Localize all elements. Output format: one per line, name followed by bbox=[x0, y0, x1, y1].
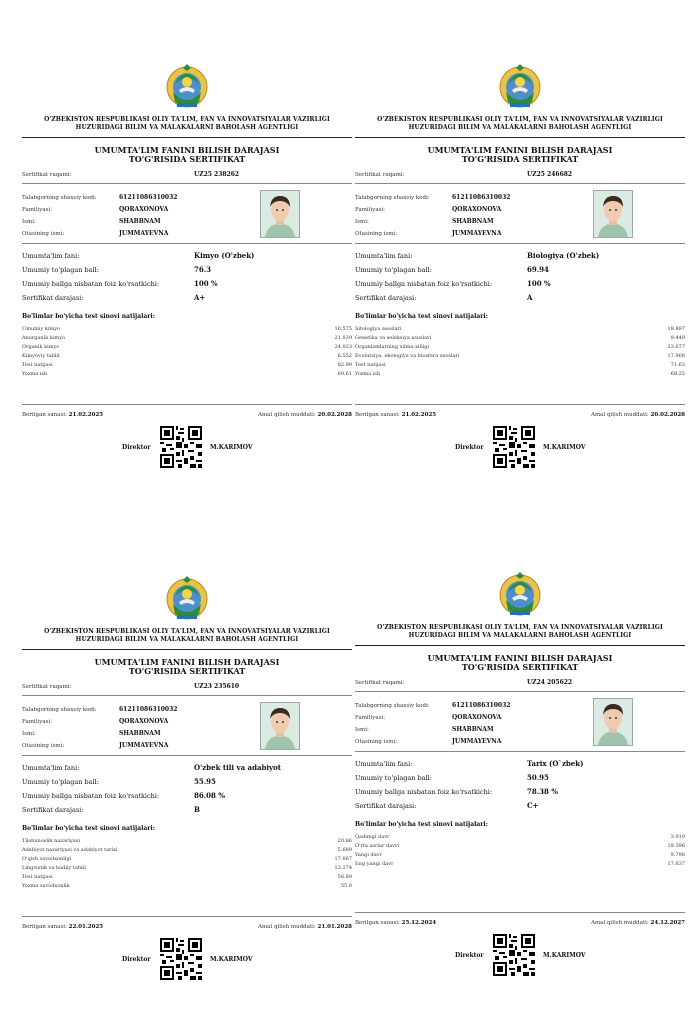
person-photo-icon bbox=[594, 699, 632, 745]
certificate-3 bbox=[22, 574, 352, 1034]
section-name: O'qish savodxonligi bbox=[22, 856, 72, 862]
person-photo-icon bbox=[594, 191, 632, 237]
section-row bbox=[355, 852, 685, 860]
sections-heading: Bo'limlar bo'yicha test sinovi natijalari: bbox=[22, 825, 155, 832]
certificate-2 bbox=[355, 62, 685, 522]
subject-label: Umumta'lim fani: bbox=[355, 252, 413, 260]
certificate-title-line-2: TO'G'RISIDA SERTIFIKAT bbox=[128, 154, 246, 164]
divider bbox=[355, 691, 685, 692]
divider bbox=[22, 649, 352, 650]
sections-heading: Bo'limlar bo'yicha test sinovi natijalari: bbox=[355, 821, 488, 828]
section-name: Yozma savodxonlik bbox=[22, 883, 70, 889]
section-score: 56.89 bbox=[337, 874, 352, 880]
personal-id-label: Talabgorning shaxsiy kodi: bbox=[22, 707, 97, 713]
name-value: SHABBNAM bbox=[452, 218, 494, 225]
grade-value: A bbox=[527, 293, 533, 302]
agency-line-2: HUZURIDAGI BILIM VA MALAKALARNI BAHOLASH AGENTLIGI bbox=[408, 124, 632, 131]
section-row bbox=[355, 344, 685, 352]
agency-line-2: HUZURIDAGI BILIM VA MALAKALARNI BAHOLASH AGENTLIGI bbox=[75, 124, 299, 131]
sections-heading: Bo'limlar bo'yicha test sinovi natijalari: bbox=[355, 313, 488, 320]
grade-label: Sertifikat darajasi: bbox=[355, 294, 417, 302]
certificate-4 bbox=[355, 570, 685, 1030]
agency-line-2: HUZURIDAGI BILIM VA MALAKALARNI BAHOLASH AGENTLIGI bbox=[75, 636, 299, 643]
section-row bbox=[355, 353, 685, 361]
name-value: SHABBNAM bbox=[119, 218, 161, 225]
section-row bbox=[22, 353, 352, 361]
section-name: Yozma ish bbox=[355, 371, 381, 377]
section-name: O'rta asrlar davri bbox=[355, 843, 399, 849]
section-row bbox=[22, 344, 352, 352]
section-name: Qadimgi davr bbox=[355, 834, 390, 840]
name-label: Ismi: bbox=[22, 219, 36, 225]
subject-label: Umumta'lim fani: bbox=[355, 760, 413, 768]
section-score: 71.63 bbox=[670, 362, 685, 368]
qr-code-icon bbox=[493, 934, 535, 976]
certificate-title-line-2: TO'G'RISIDA SERTIFIKAT bbox=[461, 154, 579, 164]
issued-date: Berilgan sanasi: 21.02.2025 bbox=[22, 412, 104, 418]
subject-value: Biologiya (O'zbek) bbox=[527, 251, 600, 260]
section-row bbox=[22, 883, 352, 891]
grade-value: B bbox=[194, 805, 200, 814]
divider bbox=[355, 404, 685, 405]
section-name: Test natijasi bbox=[22, 874, 53, 880]
section-row bbox=[355, 362, 685, 370]
section-row bbox=[355, 834, 685, 842]
section-score: 23.677 bbox=[667, 344, 685, 350]
section-score: 17.637 bbox=[667, 861, 685, 867]
valid-until-date: Amal qilish muddati: 20.02.2028 bbox=[258, 412, 352, 418]
cert-number-value: UZ24 205622 bbox=[527, 679, 573, 686]
certificate-title-line-1: UMUMTA'LIM FANINI BILISH DARAJASI bbox=[427, 653, 613, 663]
section-row bbox=[355, 843, 685, 851]
section-row bbox=[355, 326, 685, 334]
score-label: Umumiy to'plagan ball: bbox=[355, 266, 432, 274]
director-label: Direktor bbox=[122, 444, 151, 451]
subject-label: Umumta'lim fani: bbox=[22, 252, 80, 260]
subject-value: Kimyo (O'zbek) bbox=[194, 251, 255, 260]
patronymic-label: Otasining ismi: bbox=[355, 231, 398, 237]
divider bbox=[22, 916, 352, 917]
section-name: Eng yangi davr bbox=[355, 861, 394, 867]
director-label: Direktor bbox=[455, 952, 484, 959]
director-name: M.KARIMOV bbox=[210, 444, 253, 451]
score-value: 55.95 bbox=[194, 777, 216, 786]
section-row bbox=[22, 326, 352, 334]
section-row bbox=[22, 362, 352, 370]
surname-value: QORAXONOVA bbox=[119, 206, 169, 213]
score-value: 69.94 bbox=[527, 265, 549, 274]
grade-label: Sertifikat darajasi: bbox=[355, 802, 417, 810]
name-label: Ismi: bbox=[355, 219, 369, 225]
section-score: 69.61 bbox=[337, 371, 352, 377]
agency-line-1: O'ZBEKISTON RESPUBLIKASI OLIY TA'LIM, FAN VA INNOVATSIYALAR VAZIRLIGI bbox=[44, 628, 330, 635]
section-name: Test natijasi bbox=[355, 362, 386, 368]
applicant-photo bbox=[593, 190, 633, 238]
section-name: Umumiy kimyo bbox=[22, 326, 61, 332]
name-value: SHABBNAM bbox=[119, 730, 161, 737]
percent-label: Umumiy ballga nisbatan foiz ko'rsatkichi: bbox=[355, 280, 493, 288]
sections-heading: Bo'limlar bo'yicha test sinovi natijalari: bbox=[22, 313, 155, 320]
section-score: 82.99 bbox=[337, 362, 352, 368]
section-row bbox=[355, 371, 685, 379]
section-score: 24.023 bbox=[334, 344, 352, 350]
patronymic-label: Otasining ismi: bbox=[22, 231, 65, 237]
director-name: M.KARIMOV bbox=[210, 956, 253, 963]
valid-until-date: Amal qilish muddati: 24.12.2027 bbox=[591, 920, 685, 926]
section-score: 19.396 bbox=[667, 843, 685, 849]
section-score: 55.0 bbox=[340, 883, 352, 889]
section-name: Evolutsiya, ekologiya va biosfera asoslari bbox=[355, 353, 460, 359]
divider bbox=[355, 751, 685, 752]
director-label: Direktor bbox=[122, 956, 151, 963]
section-score: 9.449 bbox=[670, 335, 685, 341]
director-name: M.KARIMOV bbox=[543, 952, 586, 959]
section-row bbox=[355, 861, 685, 869]
divider bbox=[355, 912, 685, 913]
section-row bbox=[22, 838, 352, 846]
percent-value: 78.38 % bbox=[527, 787, 559, 796]
section-score: 13.274 bbox=[334, 865, 352, 871]
name-label: Ismi: bbox=[355, 727, 369, 733]
name-value: SHABBNAM bbox=[452, 726, 494, 733]
section-row bbox=[22, 856, 352, 864]
cert-number-value: UZ25 238262 bbox=[194, 171, 240, 178]
grade-value: C+ bbox=[527, 801, 539, 810]
section-name: Anorganik kimyo bbox=[22, 335, 66, 341]
percent-value: 100 % bbox=[527, 279, 551, 288]
score-label: Umumiy to'plagan ball: bbox=[22, 266, 99, 274]
subject-value: O'zbek tili va adabiyot bbox=[194, 763, 282, 772]
divider bbox=[355, 183, 685, 184]
surname-value: QORAXONOVA bbox=[452, 206, 502, 213]
certificate-title-line-1: UMUMTA'LIM FANINI BILISH DARAJASI bbox=[94, 657, 280, 667]
divider bbox=[22, 243, 352, 244]
section-score: 19.897 bbox=[667, 326, 685, 332]
score-label: Umumiy to'plagan ball: bbox=[22, 778, 99, 786]
subject-value: Tarix (O`zbek) bbox=[527, 759, 584, 768]
person-photo-icon bbox=[261, 703, 299, 749]
section-row bbox=[22, 847, 352, 855]
cert-number-value: UZ23 235610 bbox=[194, 683, 240, 690]
section-name: Yangi davr bbox=[355, 852, 382, 858]
section-name: Yozma ish bbox=[22, 371, 48, 377]
surname-label: Familiyasi: bbox=[22, 207, 53, 213]
issued-date: Berilgan sanasi: 22.01.2025 bbox=[22, 924, 104, 930]
score-label: Umumiy to'plagan ball: bbox=[355, 774, 432, 782]
divider bbox=[355, 137, 685, 138]
certificate-title-line-1: UMUMTA'LIM FANINI BILISH DARAJASI bbox=[94, 145, 280, 155]
grade-label: Sertifikat darajasi: bbox=[22, 806, 84, 814]
section-name: Organik kimyo bbox=[22, 344, 60, 350]
subject-label: Umumta'lim fani: bbox=[22, 764, 80, 772]
certificate-title-line-2: TO'G'RISIDA SERTIFIKAT bbox=[128, 666, 246, 676]
section-score: 20.86 bbox=[337, 838, 352, 844]
cert-number-label: Sertifikat raqami: bbox=[22, 172, 72, 178]
divider bbox=[22, 695, 352, 696]
divider bbox=[355, 645, 685, 646]
applicant-photo bbox=[593, 698, 633, 746]
state-emblem-icon bbox=[163, 574, 211, 622]
divider bbox=[22, 755, 352, 756]
patronymic-label: Otasining ismi: bbox=[355, 739, 398, 745]
agency-line-2: HUZURIDAGI BILIM VA MALAKALARNI BAHOLASH AGENTLIGI bbox=[408, 632, 632, 639]
percent-label: Umumiy ballga nisbatan foiz ko'rsatkichi: bbox=[22, 280, 160, 288]
valid-until-date: Amal qilish muddati: 21.01.2028 bbox=[258, 924, 352, 930]
section-score: 9.798 bbox=[670, 852, 685, 858]
section-name: Sitologiya asoslari bbox=[355, 326, 402, 332]
section-score: 17.908 bbox=[667, 353, 685, 359]
percent-value: 86.08 % bbox=[194, 791, 226, 800]
patronymic-label: Otasining ismi: bbox=[22, 743, 65, 749]
percent-label: Umumiy ballga nisbatan foiz ko'rsatkichi: bbox=[22, 792, 160, 800]
certificate-1 bbox=[22, 62, 352, 522]
cert-number-label: Sertifikat raqami: bbox=[355, 680, 405, 686]
personal-id-value: 61211086310032 bbox=[119, 194, 178, 201]
section-score: 6.552 bbox=[337, 353, 352, 359]
qr-code-icon bbox=[493, 426, 535, 468]
personal-id-label: Talabgorning shaxsiy kodi: bbox=[22, 195, 97, 201]
section-score: 21.839 bbox=[334, 335, 352, 341]
section-row bbox=[22, 874, 352, 882]
director-label: Direktor bbox=[455, 444, 484, 451]
state-emblem-icon bbox=[496, 62, 544, 110]
grade-label: Sertifikat darajasi: bbox=[22, 294, 84, 302]
surname-value: QORAXONOVA bbox=[452, 714, 502, 721]
section-score: 3.919 bbox=[670, 834, 685, 840]
surname-value: QORAXONOVA bbox=[119, 718, 169, 725]
section-name: Tilshunoslik nazariyasi bbox=[22, 838, 80, 844]
section-name: Adabiyot nazariyasi va adabiyot tarixi bbox=[22, 847, 118, 853]
score-value: 76.3 bbox=[194, 265, 212, 274]
name-label: Ismi: bbox=[22, 731, 36, 737]
agency-line-1: O'ZBEKISTON RESPUBLIKASI OLIY TA'LIM, FAN VA INNOVATSIYALAR VAZIRLIGI bbox=[377, 116, 663, 123]
surname-label: Familiyasi: bbox=[355, 207, 386, 213]
state-emblem-icon bbox=[163, 62, 211, 110]
surname-label: Familiyasi: bbox=[355, 715, 386, 721]
applicant-photo bbox=[260, 190, 300, 238]
patronymic-value: JUMMAYEVNA bbox=[119, 230, 169, 237]
qr-code-icon bbox=[160, 426, 202, 468]
section-row bbox=[355, 335, 685, 343]
percent-value: 100 % bbox=[194, 279, 218, 288]
divider bbox=[22, 137, 352, 138]
section-score: 17.067 bbox=[334, 856, 352, 862]
section-name: Lingvistik va badiiy tahlil bbox=[22, 865, 86, 871]
patronymic-value: JUMMAYEVNA bbox=[452, 738, 502, 745]
agency-line-1: O'ZBEKISTON RESPUBLIKASI OLIY TA'LIM, FAN VA INNOVATSIYALAR VAZIRLIGI bbox=[377, 624, 663, 631]
certificate-title-line-2: TO'G'RISIDA SERTIFIKAT bbox=[461, 662, 579, 672]
section-name: Kimyoviy tahlil bbox=[22, 353, 60, 359]
section-score: 5.689 bbox=[337, 847, 352, 853]
section-row bbox=[22, 371, 352, 379]
issued-date: Berilgan sanasi: 25.12.2024 bbox=[355, 920, 437, 926]
patronymic-value: JUMMAYEVNA bbox=[452, 230, 502, 237]
agency-line-1: O'ZBEKISTON RESPUBLIKASI OLIY TA'LIM, FAN VA INNOVATSIYALAR VAZIRLIGI bbox=[44, 116, 330, 123]
section-name: Organizmlarning xilma-xilligi bbox=[355, 344, 430, 350]
state-emblem-icon bbox=[496, 570, 544, 618]
personal-id-value: 61211086310032 bbox=[452, 702, 511, 709]
percent-label: Umumiy ballga nisbatan foiz ko'rsatkichi: bbox=[355, 788, 493, 796]
personal-id-label: Talabgorning shaxsiy kodi: bbox=[355, 195, 430, 201]
divider bbox=[22, 183, 352, 184]
certificate-title-line-1: UMUMTA'LIM FANINI BILISH DARAJASI bbox=[427, 145, 613, 155]
cert-number-label: Sertifikat raqami: bbox=[22, 684, 72, 690]
issued-date: Berilgan sanasi: 21.02.2025 bbox=[355, 412, 437, 418]
section-score: 68.25 bbox=[670, 371, 685, 377]
qr-code-icon bbox=[160, 938, 202, 980]
surname-label: Familiyasi: bbox=[22, 719, 53, 725]
personal-id-value: 61211086310032 bbox=[119, 706, 178, 713]
patronymic-value: JUMMAYEVNA bbox=[119, 742, 169, 749]
personal-id-value: 61211086310032 bbox=[452, 194, 511, 201]
director-name: M.KARIMOV bbox=[543, 444, 586, 451]
section-name: Test natijasi bbox=[22, 362, 53, 368]
personal-id-label: Talabgorning shaxsiy kodi: bbox=[355, 703, 430, 709]
section-row bbox=[22, 865, 352, 873]
person-photo-icon bbox=[261, 191, 299, 237]
divider bbox=[355, 243, 685, 244]
divider bbox=[22, 404, 352, 405]
score-value: 50.95 bbox=[527, 773, 549, 782]
cert-number-value: UZ25 246682 bbox=[527, 171, 573, 178]
section-name: Genetika va seleksiya asoslari bbox=[355, 335, 432, 341]
grade-value: A+ bbox=[194, 293, 206, 302]
applicant-photo bbox=[260, 702, 300, 750]
section-score: 10.575 bbox=[334, 326, 352, 332]
section-row bbox=[22, 335, 352, 343]
cert-number-label: Sertifikat raqami: bbox=[355, 172, 405, 178]
valid-until-date: Amal qilish muddati: 20.02.2028 bbox=[591, 412, 685, 418]
